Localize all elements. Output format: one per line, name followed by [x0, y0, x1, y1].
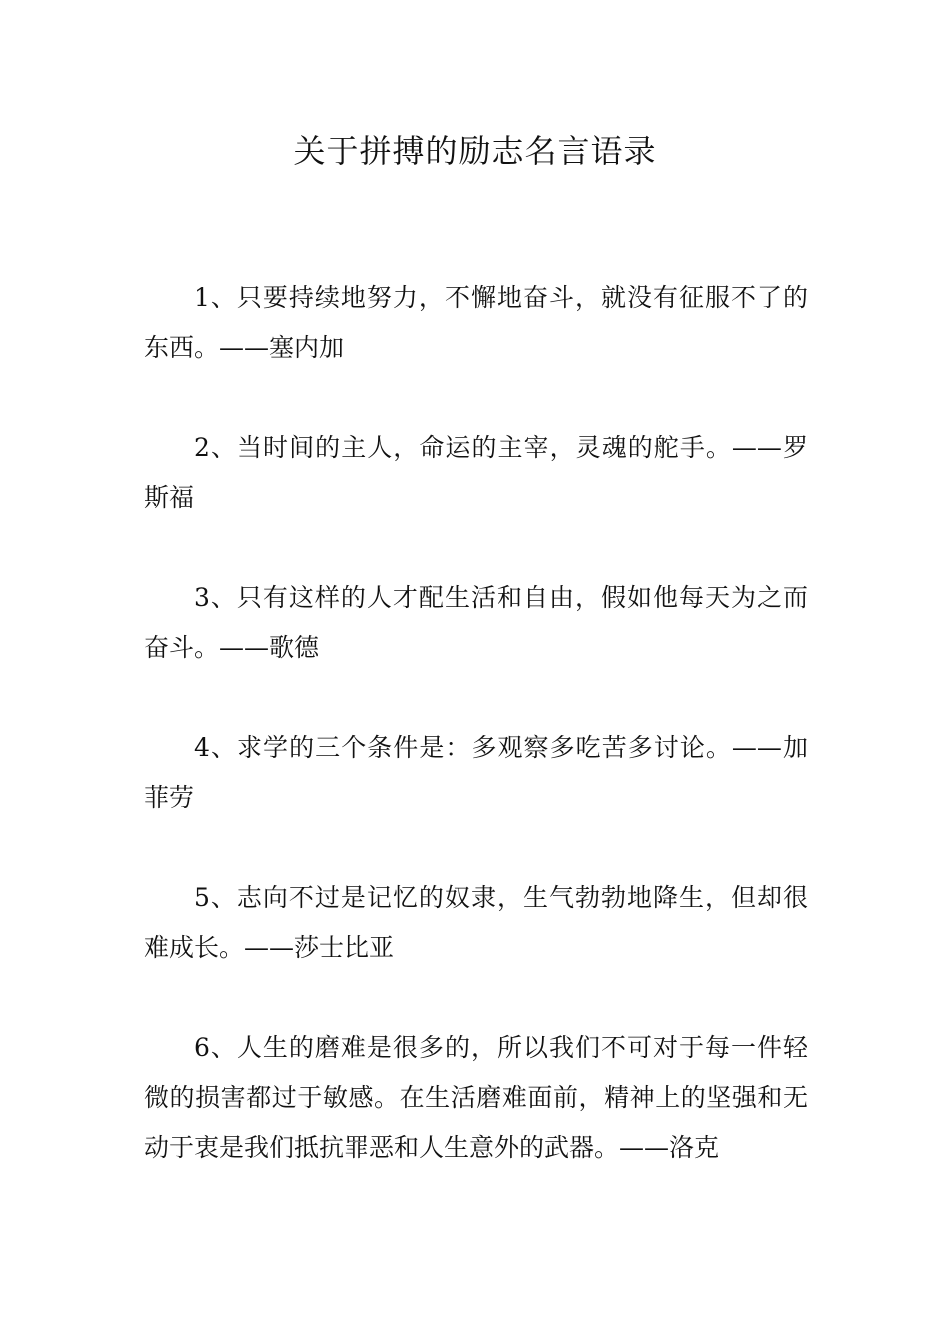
quote-paragraph: 6、人生的磨难是很多的，所以我们不可对于每一件轻微的损害都过于敏感。在生活磨难面前，精神上的坚强和无动于衷是我们抵抗罪恶和人生意外的武器。——洛克 [144, 1033, 808, 1162]
document-title: 关于拼搏的励志名言语录 [293, 132, 657, 170]
quote-paragraph: 5、志向不过是记忆的奴隶，生气勃勃地降生，但却很难成长。——莎士比亚 [144, 883, 808, 962]
quote-paragraph: 4、求学的三个条件是：多观察多吃苦多讨论。——加菲劳 [144, 733, 808, 812]
quote-paragraph: 1、只要持续地努力，不懈地奋斗，就没有征服不了的东西。——塞内加 [144, 283, 808, 362]
quote-paragraph: 2、当时间的主人，命运的主宰，灵魂的舵手。——罗斯福 [144, 433, 808, 512]
quote-paragraph: 3、只有这样的人才配生活和自由，假如他每天为之而奋斗。——歌德 [144, 583, 808, 662]
quote-list [144, 273, 808, 1223]
